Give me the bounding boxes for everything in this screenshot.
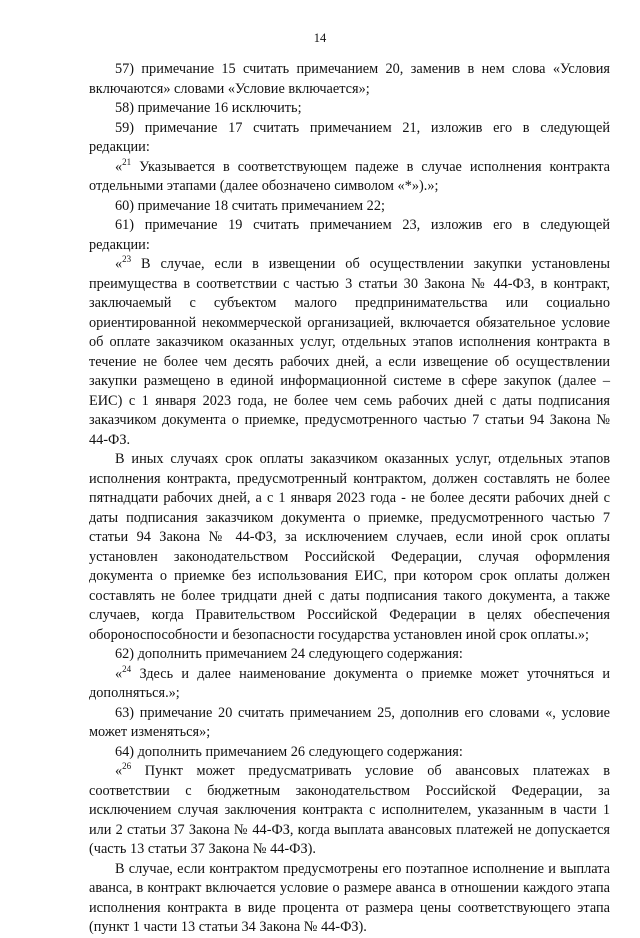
- footnote-marker: 26: [122, 761, 132, 772]
- footnote-marker: 24: [122, 663, 132, 674]
- paragraph: В случае, если контрактом предусмотрены его поэтапное исполнение и выплата аванса, в контракт включается условие о размере аванса в отношении каждого этапа исполнения контракта в виде процента от размера цены соответствующего этапа (пункт 1 части 13 статьи 34 Закона № 44-ФЗ).: [89, 860, 610, 935]
- paragraph: 57) примечание 15 считать примечанием 20, заменив в нем слова «Условия включаются» словами «Условие включается»;: [89, 61, 610, 97]
- footnote-marker: 21: [122, 156, 132, 167]
- footnote-paragraph: «$^{24}$ Здесь и далее наименование документа о приемке может уточняться и дополняться.»;: [89, 663, 610, 701]
- page-number: 14: [313, 31, 327, 45]
- paragraph: 61) примечание 19 считать примечанием 23, изложив его в следующей редакции:: [89, 217, 610, 253]
- paragraph: 60) примечание 18 считать примечанием 22;: [115, 197, 385, 214]
- paragraph: 59) примечание 17 считать примечанием 21, изложив его в следующей редакции:: [89, 119, 610, 155]
- footnote-paragraph: «$^{21}$ Указывается в соответствующем падеже в случае исполнения контракта отдельными этапами (далее обозначено символом «*»).»;: [89, 156, 610, 194]
- footnote-paragraph: «$^{23}$ В случае, если в извещении об осуществлении закупки установлены преимущества в соответствии с частью 3 статьи 30 Закона № 44-ФЗ, в контракт, заключаемый с субъектом малого предпринимательства или социально ориентированной некоммерческой организацией, включается обязательное условие об оплате заказчиком оказанных услуг, отдельных этапов исполнения контракта в течение не более чем десять рабочих дней, а если извещение об осуществлении закупки размещено в единой информационной системе в сфере закупок (далее – ЕИС) с 1 января 2023 года, не более чем семь рабочих дней с даты подписания заказчиком документа о приемке, предусмотренного частью 7 статьи 94 Закона № 44-ФЗ.: [89, 254, 610, 448]
- paragraph: 62) дополнить примечанием 24 следующего содержания:: [115, 646, 463, 662]
- footnote-paragraph: «$^{26}$ Пункт может предусматривать условие об авансовых платежах в соответствии с бюджетным законодательством Российской Федерации, за исключением случая заключения контракта с исполнителем, указанным в части 1 или 2 статьи 37 Закона № 44-ФЗ, когда выплата авансовых платежей не допускается (часть 13 статьи 37 Закона № 44-ФЗ).: [89, 761, 610, 857]
- paragraph: 63) примечание 20 считать примечанием 25, дополнив его словами «, условие может изменяться»;: [89, 704, 610, 740]
- paragraph: 64) дополнить примечанием 26 следующего содержания:: [115, 743, 463, 760]
- paragraph: В иных случаях срок оплаты заказчиком оказанных услуг, отдельных этапов исполнения контракта, предусмотренный контрактом, должен составлять не более пятнадцати рабочих дней, а с 1 января 2023 года - не более десяти рабочих дней с даты подписания заказчиком документа о приемке, предусмотренного частью 7 статьи 94 Закона № 44-ФЗ, за исключением случаев, если иной срок оплаты установлен законодательством Российской Федерации, случая оформления документа о приемке без использования ЕИС, при котором срок оплаты должен составлять не более тридцати дней с даты подписания такого документа, а также случаев, когда Правительством Российской Федерации в целях обеспечения обороноспособности и безопасности государства установлен иной срок оплаты.»;: [89, 451, 610, 643]
- footnote-marker: 23: [122, 254, 132, 265]
- paragraph: 58) примечание 16 исключить;: [115, 100, 302, 116]
- document-body: [89, 60, 610, 938]
